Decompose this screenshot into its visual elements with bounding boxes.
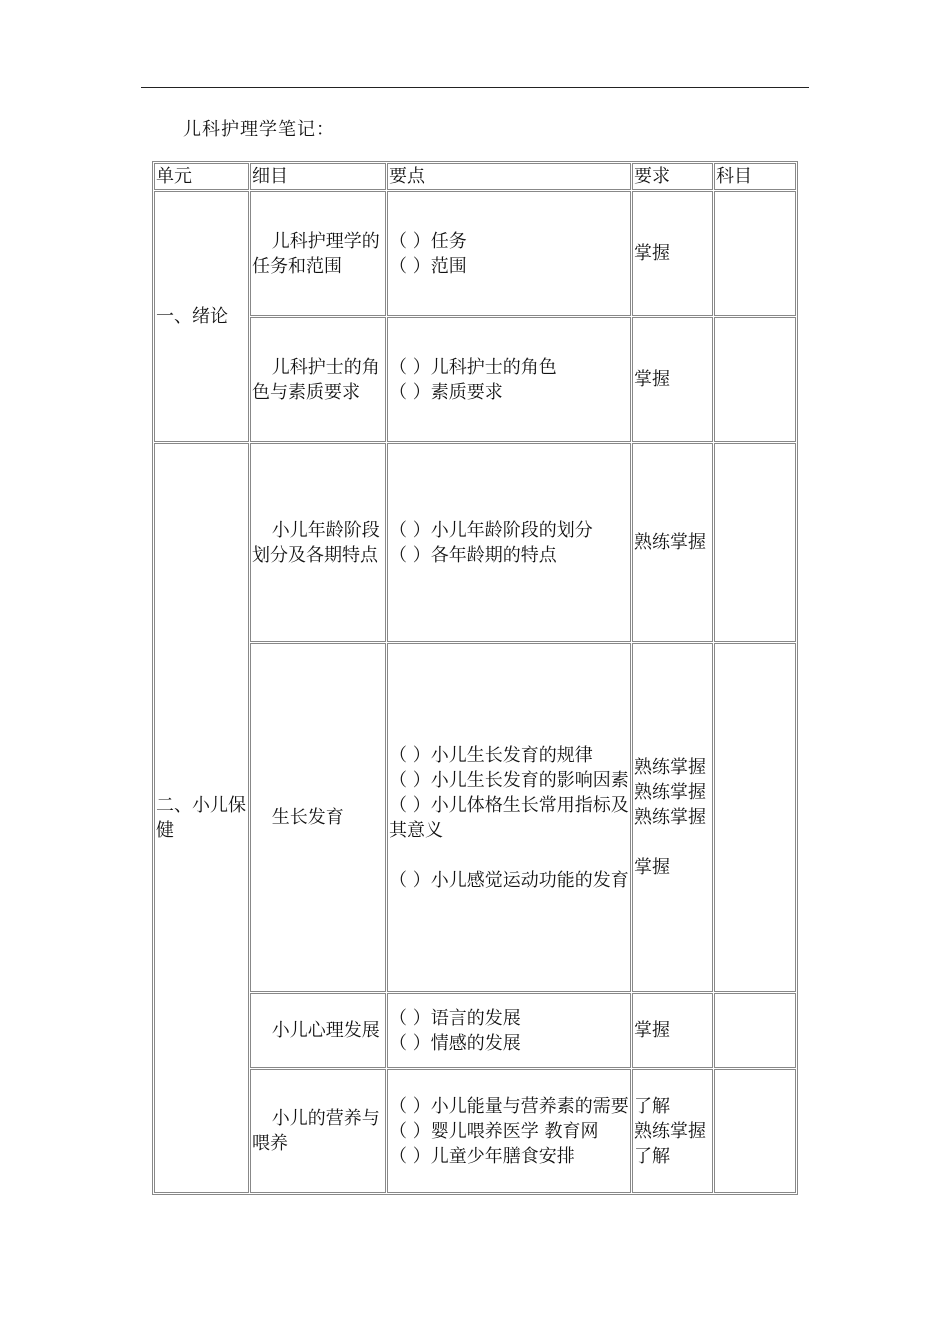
points-cell [387,443,631,642]
point-text: （ ）情感的发展 [389,1032,521,1054]
subject-cell [714,191,796,316]
requirement-cell [632,443,713,642]
points-cell [387,1069,631,1193]
table-row [154,993,796,1068]
requirement-cell [632,993,713,1068]
header-row [154,163,796,190]
requirement-text: 掌握 [634,243,670,264]
requirement-cell [632,191,713,316]
item-cell: 小儿年龄阶段划分及各期特点 [250,443,386,642]
subject-cell [714,643,796,992]
requirement-cell [632,643,713,992]
point-text: （ ）素质要求 [389,381,503,403]
point-text: （ ）语言的发展 [389,1007,521,1029]
subject-cell [714,993,796,1068]
unit-cell: 二、小儿保健 [154,443,249,1193]
requirement-text: 掌握 [634,1020,670,1041]
table-row [154,191,796,316]
subject-cell [714,1069,796,1193]
points-cell [387,191,631,316]
point-text: （ ）小儿生长发育的规律 [389,744,593,766]
points-cell [387,993,631,1068]
requirement-text: 掌握 [634,857,670,878]
point-text: （ ）小儿能量与营养素的需要 [389,1095,629,1117]
point-text: （ ）小儿年龄阶段的划分 [389,519,593,541]
table-row [154,317,796,442]
header-item: 细目 [250,163,386,190]
item-cell: 生长发育 [250,643,386,992]
requirement-text: 熟练掌握 [634,757,706,778]
header-requirement: 要求 [632,163,713,190]
header-unit: 单元 [154,163,249,190]
point-text: （ ）各年龄期的特点 [389,544,557,566]
subject-cell [714,443,796,642]
table-row [154,643,796,992]
requirement-cell [632,317,713,442]
requirement-cell [632,1069,713,1193]
requirement-text: 熟练掌握 [634,532,706,553]
points-cell [387,317,631,442]
point-text: （ ）范围 [389,255,467,277]
requirement-text: 熟练掌握 [634,807,706,828]
point-text: （ ）小儿生长发育的影响因素 [389,769,629,791]
point-text: （ ）儿科护士的角色 [389,356,557,378]
point-text: （ ）小儿体格生长常用指标及其意义 [389,794,629,841]
header-subject: 科目 [714,163,796,190]
point-text: （ ）小儿感觉运动功能的发育 [389,869,629,891]
point-spacer [389,843,629,868]
requirement-text: 了解 [634,1095,670,1117]
requirement-text: 掌握 [634,369,670,390]
syllabus-table [152,161,798,1195]
unit-cell: 一、绪论 [154,191,249,442]
point-text: （ ）婴儿喂养医学 教育网 [389,1120,599,1142]
requirement-text: 熟练掌握 [634,782,706,803]
subject-cell [714,317,796,442]
requirement-text: 了解 [634,1145,670,1167]
item-cell: 小儿心理发展 [250,993,386,1068]
header-rule [141,87,809,88]
document-title: 儿科护理学笔记： [183,119,335,140]
points-cell [387,643,631,992]
table-row [154,443,796,642]
item-cell: 儿科护理学的任务和范围 [250,191,386,316]
item-cell: 儿科护士的角色与素质要求 [250,317,386,442]
table-row [154,1069,796,1193]
header-points: 要点 [387,163,631,190]
point-text: （ ）儿童少年膳食安排 [389,1145,575,1167]
item-cell: 小儿的营养与喂养 [250,1069,386,1193]
point-text: （ ）任务 [389,230,467,252]
requirement-text: 熟练掌握 [634,1120,706,1142]
requirement-spacer [634,830,711,855]
